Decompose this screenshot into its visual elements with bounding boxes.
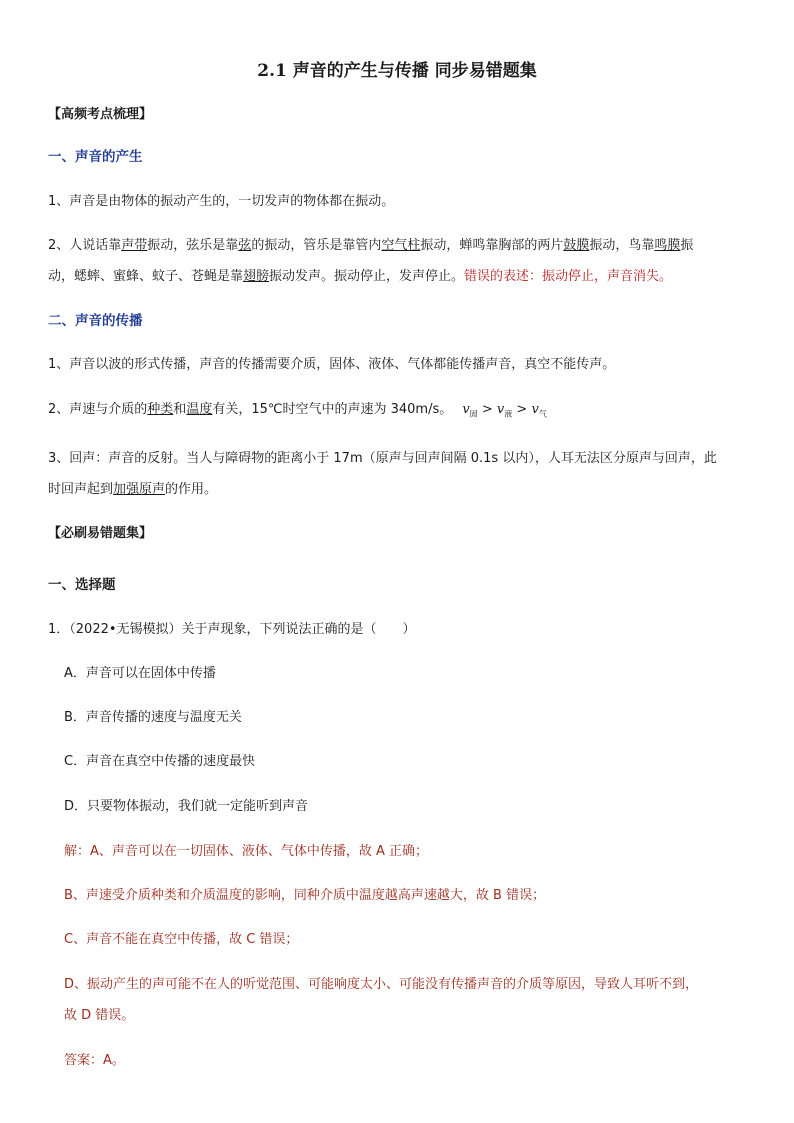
option-d: D．只要物体振动，我们就一定能听到声音 [64,799,309,814]
paragraph-2-1: 1、声音以波的形式传播，声音的传播需要介质，固体、液体、气体都能传播声音，真空不能传声。 [48,357,616,372]
paragraph-1-1: 1、声音是由物体的振动产生的，一切发声的物体都在振动。 [48,194,395,209]
underlined-term: 温度 [186,402,213,417]
solution-line-c: C、声音不能在真空中传播，故 C 错误； [64,932,299,947]
underlined-term: 声带 [121,238,148,253]
text-span: 动，蟋蟀、蜜蜂、蚊子、苍蝇是靠 [48,269,244,284]
paragraph-2-2 [48,401,547,424]
text-span: 振动，鸟靠 [589,238,655,253]
section-heading-exercises: 【必刷易错题集】 [48,526,153,541]
question-1: 1．（2022•无锡模拟）关于声现象，下列说法正确的是（ ） [48,622,416,637]
paragraph-1-2-line1 [48,237,693,255]
text-span: 的振动，管乐是靠管内 [251,238,382,253]
solution-line-d1: D、振动产生的声可能不在人的听觉范围、可能响度太小、可能没有传播声音的介质等原因，导致人耳听不到， [64,977,699,992]
section-heading-key-points: 【高频考点梳理】 [48,107,153,122]
underlined-term: 翅膀 [243,269,270,284]
subscript-solid: 固 [469,409,478,419]
heading-sound-production: 一、声音的产生 [48,149,143,165]
option-c: C．声音在真空中传播的速度最快 [64,754,256,769]
solution-line-d2: 故 D 错误。 [64,1008,135,1023]
heading-sound-propagation: 二、声音的传播 [48,313,143,329]
text-span: 振动，蝉鸣靠胸部的两片 [420,238,564,253]
text-span: 和 [173,402,187,417]
text-span: 的作用。 [165,482,218,497]
velocity-symbol: v [531,402,539,417]
underlined-term: 加强原声 [113,482,166,497]
text-span: 振动发声。振动停止，发声停止。 [269,269,465,284]
text-span: 振动，弦乐是靠 [147,238,239,253]
heading-multiple-choice: 一、选择题 [48,577,116,593]
gt-sign: > [481,402,493,417]
underlined-term: 种类 [147,402,174,417]
text-span: 2、声速与介质的 [48,402,148,417]
underlined-term: 鸣膜 [654,238,681,253]
answer-line: 答案：A。 [64,1053,125,1068]
page-title: 2.1 声音的产生与传播 同步易错题集 [257,61,537,81]
paragraph-1-2-line2 [48,268,672,286]
paragraph-2-3-line2 [48,481,217,499]
velocity-symbol: v [496,402,505,417]
gt-sign: > [516,402,528,417]
text-span: 振 [680,238,694,253]
text-span: 有关，15℃时空气中的声速为 340m/s。 [212,402,453,417]
speed-formula [462,402,546,417]
solution-line-a: 解：A、声音可以在一切固体、液体、气体中传播，故 A 正确； [64,844,429,859]
underlined-term: 空气柱 [381,238,421,253]
option-b: B．声音传播的速度与温度无关 [64,710,242,725]
subscript-gas: 气 [538,409,547,419]
velocity-symbol: v [462,402,470,417]
warning-text: 错误的表述：振动停止，声音消失。 [464,269,673,284]
option-a: A．声音可以在固体中传播 [64,666,216,681]
subscript-liquid: 液 [504,409,513,419]
underlined-term: 弦 [238,238,252,253]
underlined-term: 鼓膜 [563,238,590,253]
solution-line-b: B、声速受介质种类和介质温度的影响，同种介质中温度越高声速越大，故 B 错误； [64,888,546,903]
text-span: 2、人说话靠 [48,238,122,253]
text-span: 时回声起到 [48,482,114,497]
paragraph-2-3-line1: 3、回声：声音的反射。当人与障碍物的距离小于 17m（原声与回声间隔 0.1s 以内），人耳无法区分原声与回声，此 [48,451,717,466]
